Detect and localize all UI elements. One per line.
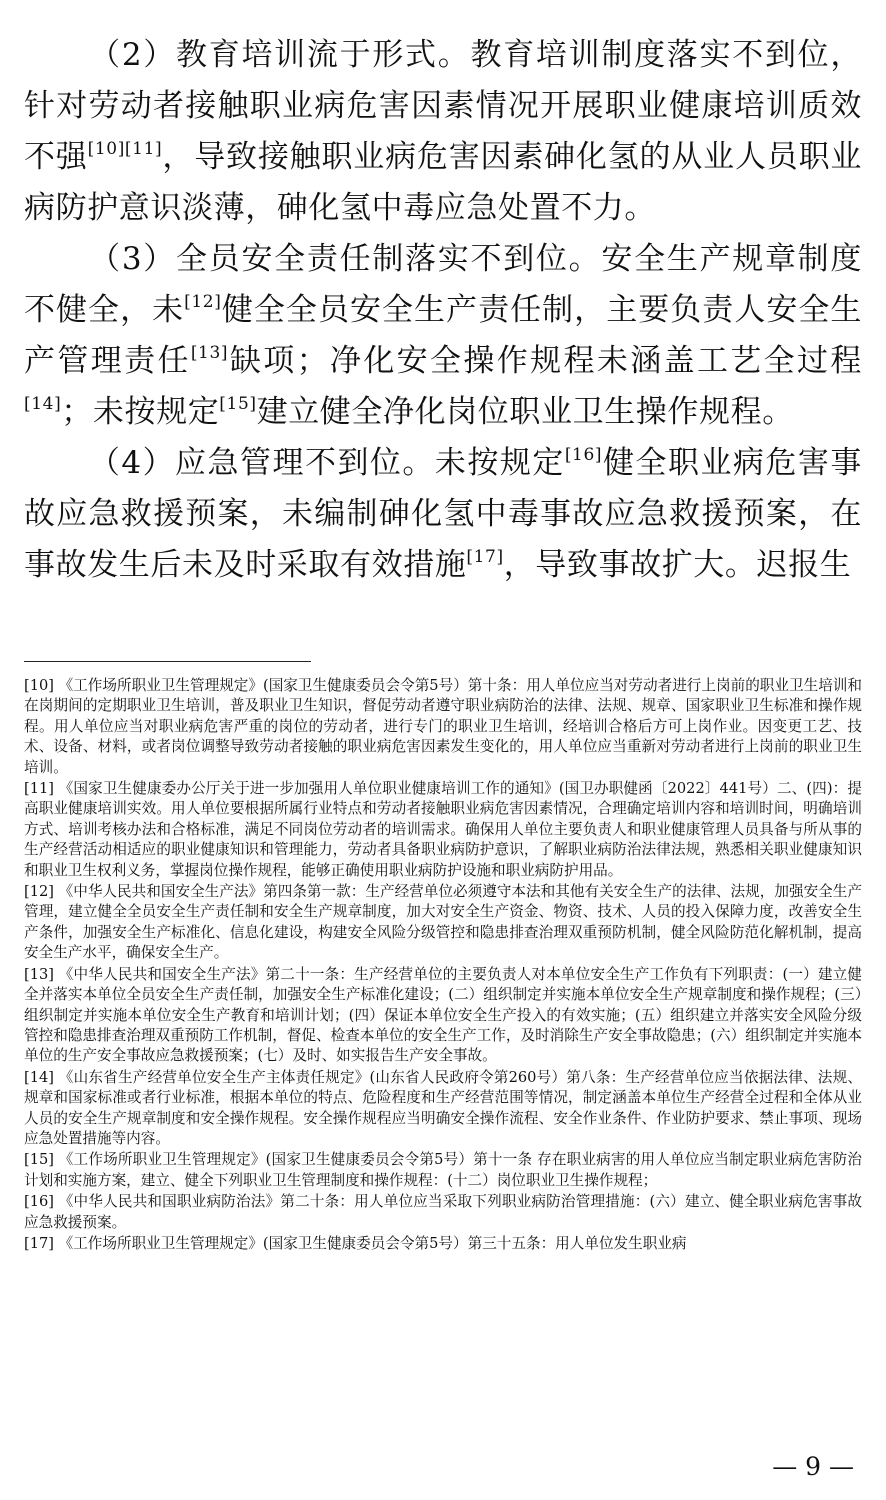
footnote-ref-12[interactable]: [12] <box>184 292 222 312</box>
paragraph-3 <box>24 234 862 438</box>
footnote-ref-15[interactable]: [15] <box>219 394 257 414</box>
footnote-ref-14[interactable]: [14] <box>24 394 62 414</box>
text-segment: （3）全员安全责任制落实不到位。安全生产规章制度不健全，未 <box>24 241 862 328</box>
text-segment: ，导致事故扩大。迟报生 <box>503 547 852 583</box>
footnote-ref-11[interactable]: [11] <box>124 139 163 159</box>
footnote-separator <box>24 661 311 662</box>
text-segment: 健全全员安全生产责任制，主要负责人安全生产管理责任 <box>24 292 862 379</box>
text-segment: 健全职业病危害事故应急救援预案，未编制砷化氢中毒事故应急救援预案，在事故发生后未及时采取有效措施 <box>24 445 862 583</box>
footnote-16: [16] 《中华人民共和国职业病防治法》第二十条：用人单位应当采取下列职业病防治管理措施：(六）建立、健全职业病危害事故应急救援预案。 <box>24 1193 862 1231</box>
footnote-11: [11] 《国家卫生健康委办公厅关于进一步加强用人单位职业健康培训工作的通知》(国卫办职健函〔2022〕441号）二、(四)：提高职业健康培训实效。用人单位要根据所属行业特点和劳动者接触职业病危害因素情况，合理确定培训内容和培训时间，明确培训方式、培训考核办法和合格标准，满足不同岗位劳动者的培训需求。确保用人单位主要负责人和职业健康管理人员具备与所从事的生产经营活动相适应的职业健康知识和管理能力，劳动者具备职业病防护意识，了解职业病防治法律法规，熟悉相关职业健康知识和职业卫生权利义务，掌握岗位操作规程，能够正确使用职业病防护设施和职业病防护用品。 <box>24 780 862 879</box>
footnotes <box>24 676 862 1255</box>
footnote-10: [10] 《工作场所职业卫生管理规定》(国家卫生健康委员会令第5号）第十条：用人单位应当对劳动者进行上岗前的职业卫生培训和在岗期间的定期职业卫生培训，普及职业卫生知识，督促劳动者遵守职业病防治的法律、法规、规章、国家职业卫生标准和操作规程。用人单位应当对职业病危害严重的岗位的劳动者，进行专门的职业卫生培训，经培训合格后方可上岗作业。因变更工艺、技术、设备、材料，或者岗位调整导致劳动者接触的职业病危害因素发生变化的，用人单位应当重新对劳动者进行上岗前的职业卫生培训。 <box>24 677 862 776</box>
page-number: — 9 — <box>772 1452 854 1481</box>
text-segment: 建立健全净化岗位职业卫生操作规程。 <box>256 394 794 430</box>
footnote-17: [17] 《工作场所职业卫生管理规定》(国家卫生健康委员会令第5号）第三十五条：用人单位发生职业病 <box>24 1234 687 1252</box>
footnote-ref-17[interactable]: [17] <box>466 547 504 567</box>
footnote-13: [13] 《中华人民共和国安全生产法》第二十一条：生产经营单位的主要负责人对本单位安全生产工作负有下列职责：(一）建立健全并落实本单位全员安全生产责任制，加强安全生产标准化建设；(二）组织制定并实施本单位安全生产规章制度和操作规程；(三）组织制定并实施本单位安全生产教育和培训计划；(四）保证本单位安全生产投入的有效实施；(五）组织建立并落实安全风险分级管控和隐患排查治理双重预防工作机制，督促、检查本单位的安全生产工作，及时消除生产安全事故隐患；(六）组织制定并实施本单位的生产安全事故应急救援预案；(七）及时、如实报告生产安全事故。 <box>24 965 862 1065</box>
footnote-ref-10[interactable]: [10] <box>87 139 125 159</box>
paragraph-4 <box>24 438 862 591</box>
footnote-ref-16[interactable]: [16] <box>564 445 603 465</box>
text-segment: （2）教育培训流于形式。教育培训制度落实不到位，针对劳动者接触职业病危害因素情况开展职业健康培训质效不强 <box>24 37 862 175</box>
footnote-14: [14] 《山东省生产经营单位安全生产主体责任规定》(山东省人民政府令第260号）第八条：生产经营单位应当依据法律、法规、规章和国家标准或者行业标准，根据本单位的特点、危险程度和生产经营范围等情况，制定涵盖本单位生产经营全过程和全体从业人员的安全生产规章制度和安全操作规程。安全操作规程应当明确安全操作流程、安全作业条件、作业防护要求、禁止事项、现场应急处置措施等内容。 <box>24 1068 862 1147</box>
text-segment: 缺项；净化安全操作规程未涵盖工艺全过程 <box>228 343 862 379</box>
text-segment: ，导致接触职业病危害因素砷化氢的从业人员职业病防护意识淡薄，砷化氢中毒应急处置不力。 <box>24 139 862 226</box>
text-segment: （4）应急管理不到位。未按规定 <box>88 445 565 481</box>
text-segment: ；未按规定 <box>61 394 220 430</box>
paragraph-2 <box>24 30 862 234</box>
body-text <box>24 30 862 591</box>
footnote-ref-13[interactable]: [13] <box>190 343 229 363</box>
footnote-15: [15] 《工作场所职业卫生管理规定》(国家卫生健康委员会令第5号）第十一条 存在职业病害的用人单位应当制定职业病危害防治计划和实施方案，建立、健全下列职业卫生管理制度和操作规程：(十二）岗位职业卫生操作规程； <box>24 1151 862 1189</box>
footnote-12: [12] 《中华人民共和国安全生产法》第四条第一款：生产经营单位必须遵守本法和其他有关安全生产的法律、法规，加强安全生产管理，建立健全全员安全生产责任制和安全生产规章制度，加大对安全生产资金、物资、技术、人员的投入保障力度，改善安全生产条件，加强安全生产标准化、信息化建设，构建安全风险分级管控和隐患排查治理双重预防机制，健全风险防范化解机制，提高安全生产水平，确保安全生产。 <box>24 883 862 962</box>
